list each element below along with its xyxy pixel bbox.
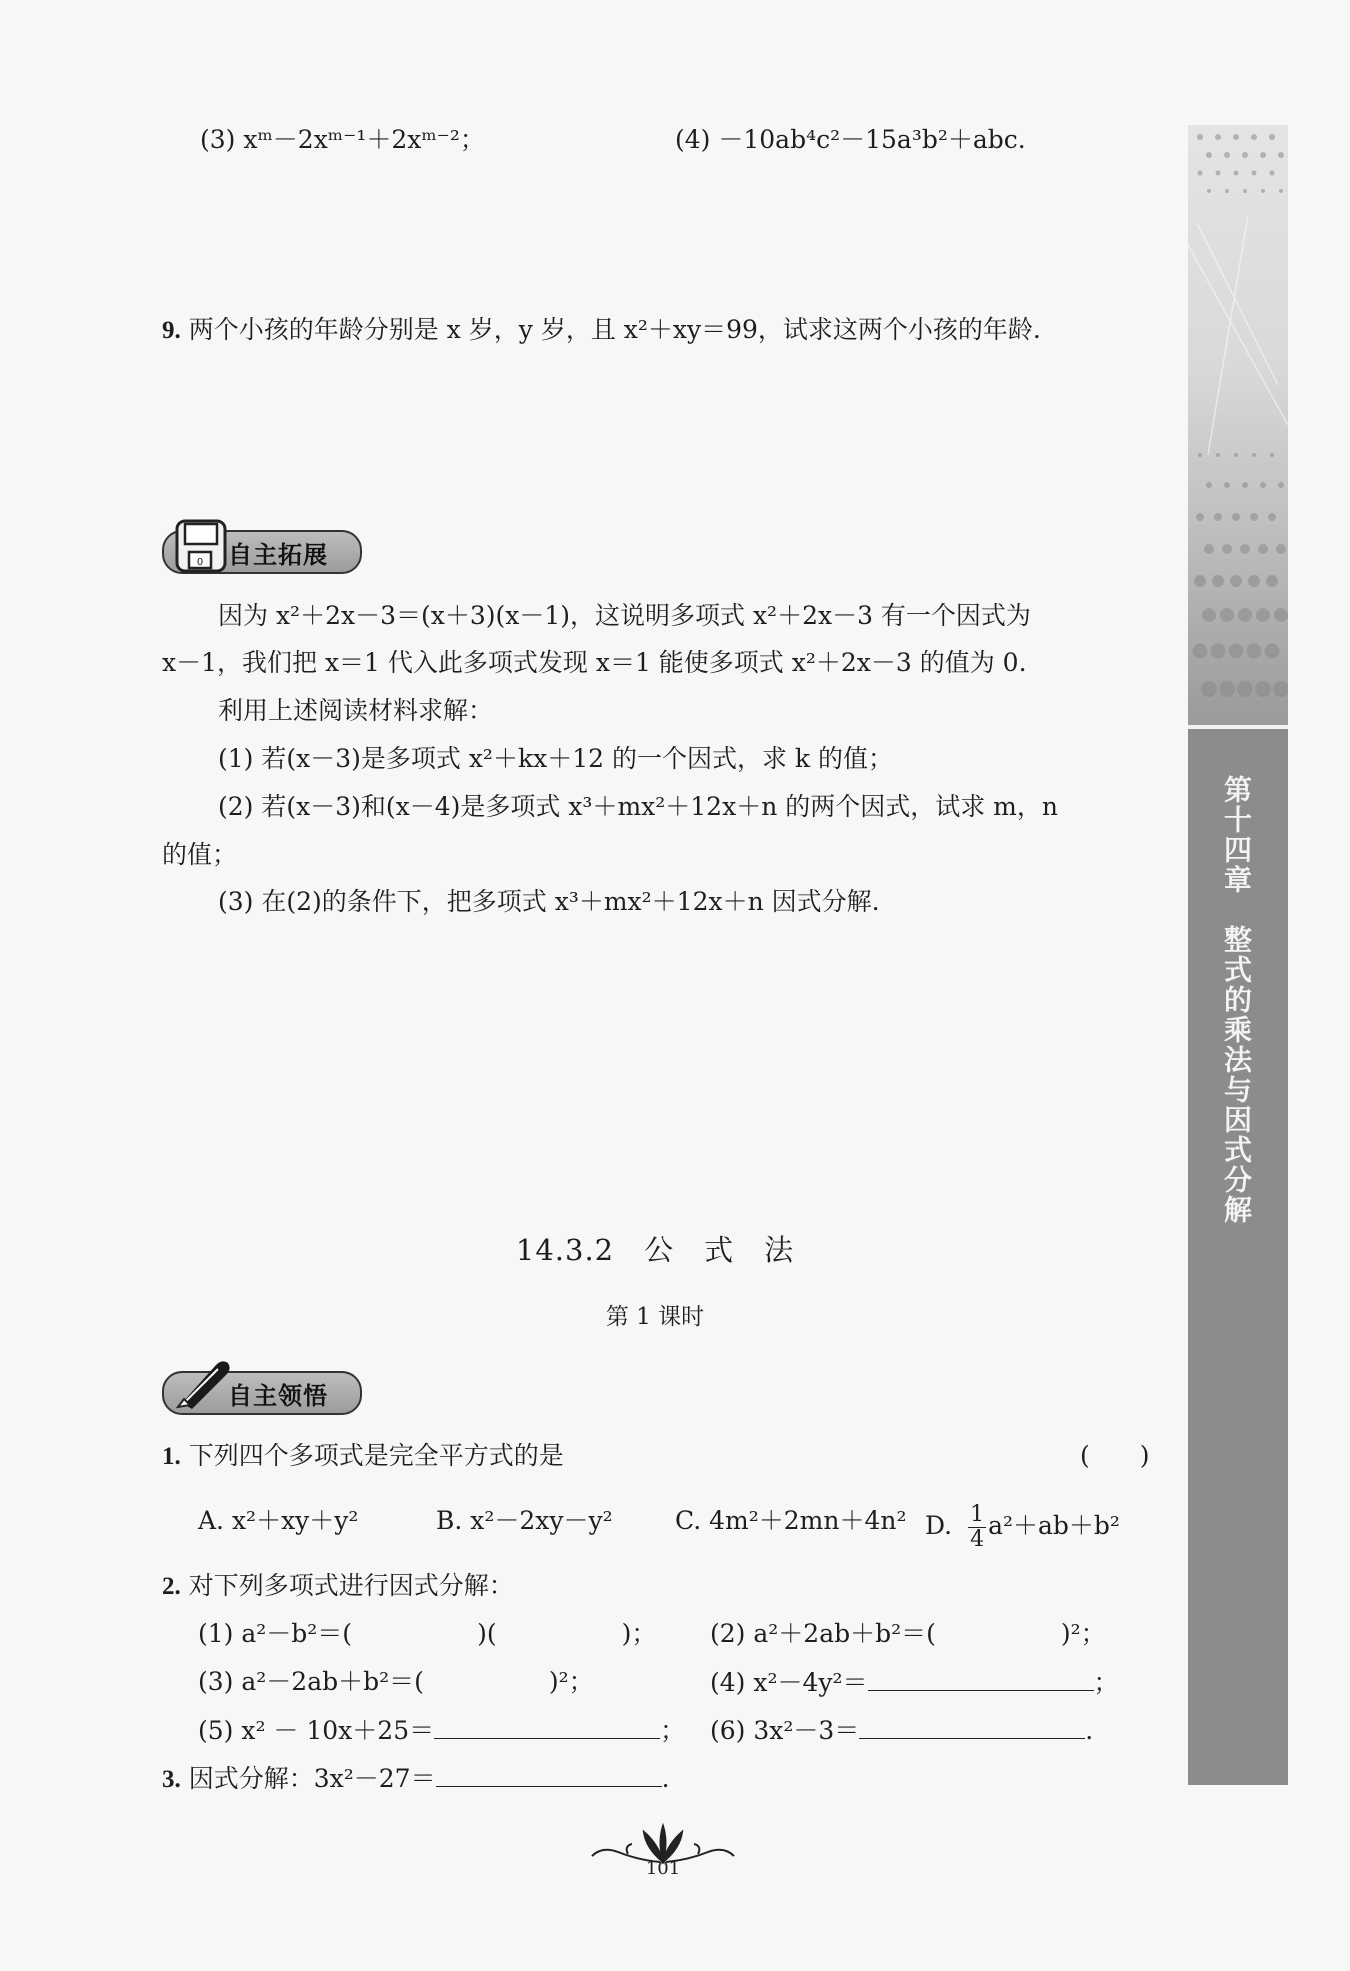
subquestion-1: (1) 若(x－3)是多项式 x²＋kx＋12 的一个因式，求 k 的值； [218,744,893,773]
option-d-label: D. [925,1511,953,1540]
q2-part-4 [710,1664,1119,1701]
question-number: 2. [162,1573,181,1600]
q2-part-6-text: (6) 3x²－3＝ [710,1716,860,1745]
reading-paragraph-line-2: x－1，我们把 x＝1 代入此多项式发现 x＝1 能使多项式 x²＋2x－3 的值为 0. [162,648,1027,677]
q2-part-4-text: (4) x²－4y²＝ [710,1668,868,1697]
q2-part-5-text: (5) x² － 10x＋25＝ [198,1716,435,1745]
question-text: 两个小孩的年龄分别是 x 岁，y 岁，且 x²＋xy＝99，试求这两个小孩的年龄. [188,315,1041,344]
q2-part-2: (2) a²＋2ab＋b²＝( )²； [710,1619,1106,1648]
chapter-title: 第十四章 整式的乘法与因式分解 [1220,775,1253,1225]
question-number: 3. [162,1766,181,1793]
option-d [925,1503,1120,1552]
prev-item-4: (4) －10ab⁴c²－15a³b²＋abc. [675,125,1026,154]
q2-part-6 [710,1712,1093,1749]
question-end: . [661,1764,670,1793]
q2-part-5 [198,1712,685,1749]
question-2 [162,1568,514,1605]
pen-icon [172,1351,234,1411]
fraction-denominator: 4 [970,1527,985,1552]
section-badge-learn [162,1371,362,1415]
question-9 [162,312,1041,349]
q2-part-5-end: ； [660,1716,686,1745]
answer-blank[interactable] [868,1664,1094,1691]
answer-blank[interactable] [436,1760,662,1787]
svg-text:0: 0 [196,557,204,568]
question-1 [162,1438,564,1475]
sidebar-decoration [1188,125,1288,725]
option-c: C. 4m²＋2mn＋4n² [675,1506,907,1535]
question-text: 对下列多项式进行因式分解： [188,1571,514,1600]
question-number: 9. [162,317,181,344]
badge-label: 自主拓展 [228,540,328,569]
q2-part-1: (1) a²－b²＝( )( )； [198,1619,657,1648]
floppy-disk-icon [174,518,230,576]
page-number: 101 [645,1858,681,1879]
section-badge-extend [162,530,362,574]
subquestion-3: (3) 在(2)的条件下，把多项式 x³＋mx²＋12x＋n 因式分解. [218,887,880,916]
question-number: 1. [162,1443,181,1470]
question-3 [162,1760,670,1798]
subquestion-2-line-2: 的值； [162,840,238,869]
option-d-expression: a²＋ab＋b² [988,1511,1120,1540]
answer-blank[interactable] [434,1712,660,1739]
answer-blank[interactable] [859,1712,1085,1739]
reading-instruction: 利用上述阅读材料求解： [218,696,494,725]
subquestion-2-line-1: (2) 若(x－3)和(x－4)是多项式 x³＋mx²＋12x＋n 的两个因式，试求 m，n [218,792,1058,821]
lesson-subtitle: 第 1 课时 [605,1304,705,1330]
q2-part-3: (3) a²－2ab＋b²＝( )²； [198,1667,594,1696]
chapter-sidebar [1188,125,1288,1785]
option-a: A. x²＋xy＋y² [198,1506,359,1535]
q2-part-4-end: ； [1093,1668,1119,1697]
badge-label: 自主领悟 [228,1381,328,1410]
question-text: 下列四个多项式是完全平方式的是 [188,1441,564,1470]
q2-part-6-end: . [1085,1716,1094,1745]
fraction-numerator: 1 [970,1502,985,1527]
option-b: B. x²－2xy－y² [436,1506,613,1535]
prev-item-3: (3) xᵐ－2xᵐ⁻¹＋2xᵐ⁻²； [200,125,485,154]
section-title: 14.3.2 公 式 法 [515,1233,795,1267]
answer-bracket: ( ) [1080,1441,1150,1470]
fraction [968,1503,986,1552]
question-text: 因式分解：3x²－27＝ [188,1764,436,1793]
halftone-pattern [1188,125,1288,725]
reading-paragraph-line-1: 因为 x²＋2x－3＝(x＋3)(x－1)，这说明多项式 x²＋2x－3 有一个因式为 [218,601,1031,630]
